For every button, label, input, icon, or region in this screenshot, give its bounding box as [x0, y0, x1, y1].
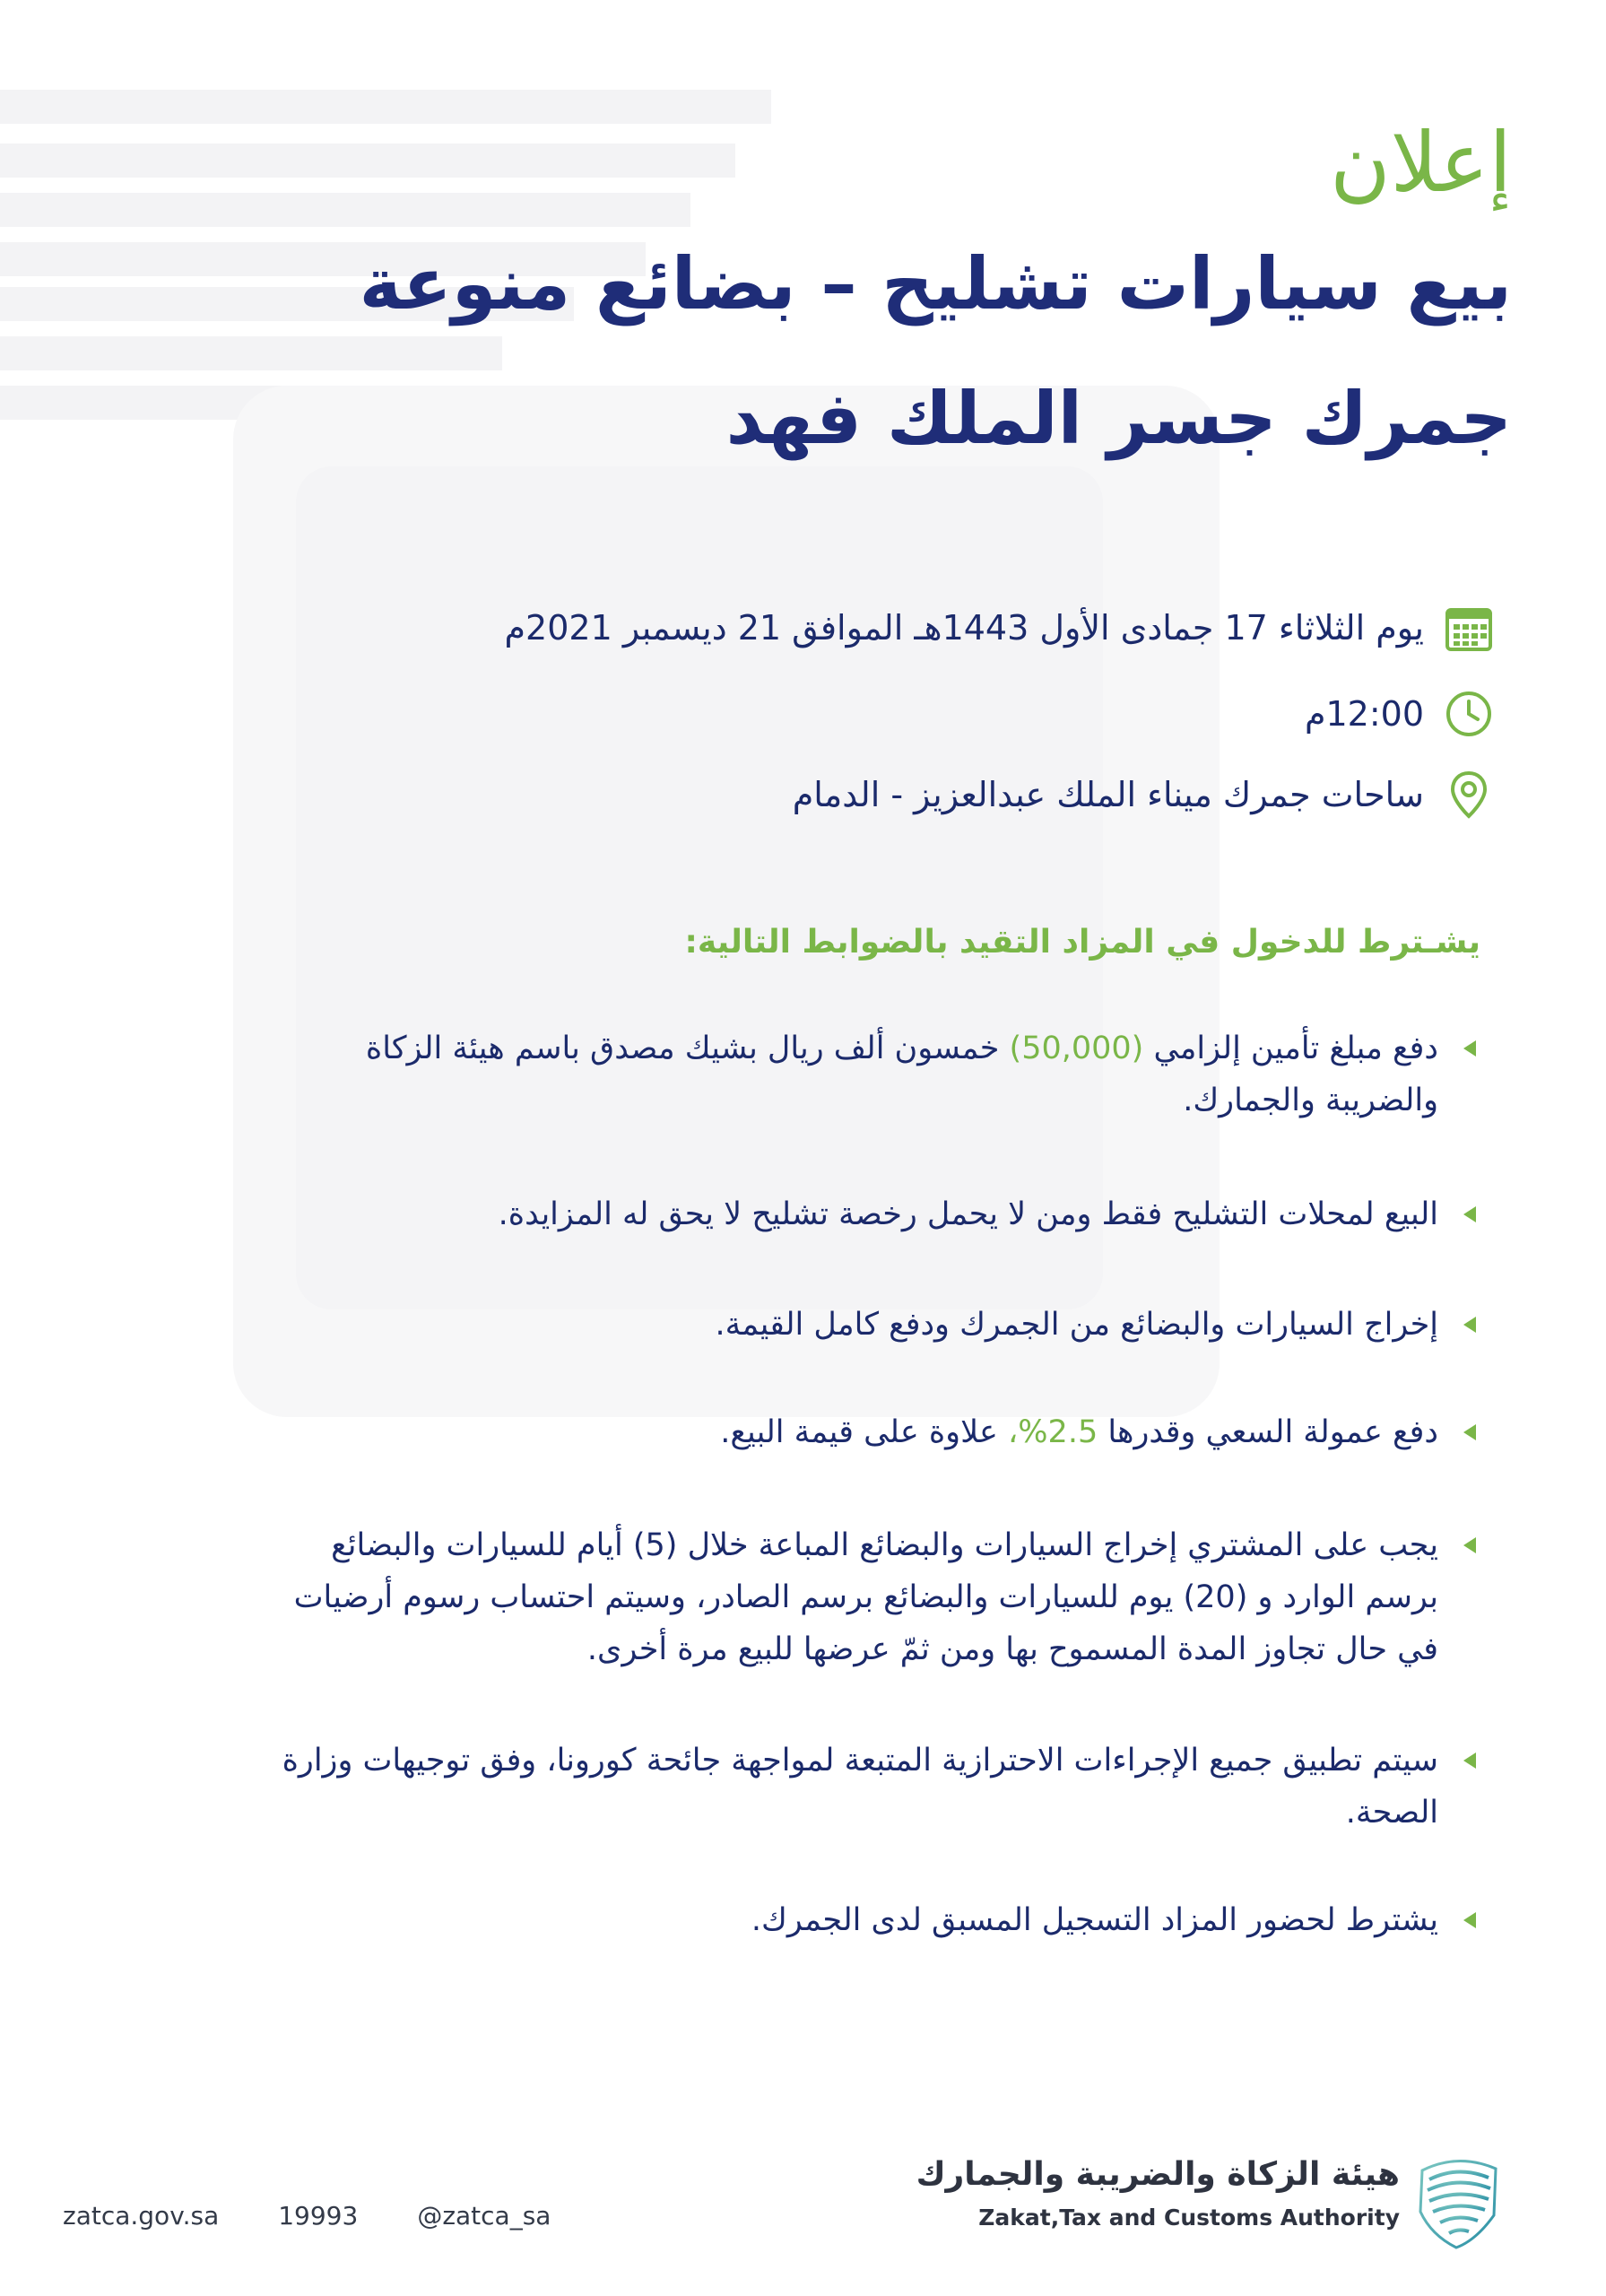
condition-text: يجب على المشتري إخراج السيارات والبضائع المباعة خلال (5) أيام للسيارات والبضائع برسم الوارد و (20) يوم للسيارات والبضائع برسم الصادر، وسيتم احتساب رسوم أرضيات في حال تجاوز المدة المسموح بها ومن ثمّ عرضها للبيع مرة أخرى. — [293, 1527, 1438, 1667]
condition-text-part: دفع مبلغ تأمين إلزامي — [1143, 1031, 1438, 1066]
condition-text: يشترط لحضور المزاد التسجيل المسبق لدى الجمرك. — [751, 1902, 1438, 1938]
conditions-title: يشـترط للدخول في المزاد التقيد بالضوابط التالية: — [684, 924, 1480, 961]
clock-icon — [1444, 689, 1494, 739]
zatca-logo-icon — [1413, 2152, 1503, 2251]
deposit-amount: (50,000) — [1009, 1031, 1144, 1066]
background-watermark-inner — [296, 466, 1103, 1309]
condition-item — [131, 1299, 1476, 1351]
condition-text-part: علاوة على قيمة البيع. — [720, 1414, 1008, 1450]
bullet-arrow-icon — [1463, 1040, 1476, 1057]
condition-text: البيع لمحلات التشليح فقط ومن لا يحمل رخصة تشليح لا يحق له المزايدة. — [498, 1196, 1438, 1232]
bullet-arrow-icon — [1463, 1206, 1476, 1222]
event-date: يوم الثلاثاء 17 جمادى الأول 1443هـ الموافق 21 ديسمبر 2021م — [504, 608, 1424, 648]
org-name-arabic: هيئة الزكاة والضريبة والجمارك — [916, 2156, 1400, 2193]
bullet-arrow-icon — [1463, 1752, 1476, 1769]
condition-item — [131, 1022, 1476, 1126]
condition-item — [131, 1188, 1476, 1240]
condition-text-part: دفع عمولة السعي وقدرها — [1098, 1414, 1438, 1450]
condition-text: إخراج السيارات والبضائع من الجمرك ودفع كامل القيمة. — [715, 1307, 1438, 1343]
condition-text — [264, 1022, 1438, 1126]
condition-text-part: خمسون ألف ريال بشيك مصدق باسم هيئة الزكاة والضريبة والجمارك. — [365, 1031, 1438, 1118]
event-location: ساحات جمرك ميناء الملك عبدالعزيز - الدمام — [792, 775, 1424, 814]
footer-contacts — [63, 2201, 551, 2231]
bullet-arrow-icon — [1463, 1912, 1476, 1928]
announce-label: إعلان — [1330, 115, 1512, 211]
bullet-arrow-icon — [1463, 1537, 1476, 1553]
calendar-icon — [1444, 603, 1494, 653]
social-handle[interactable]: @zatca_sa — [417, 2201, 551, 2231]
condition-item — [131, 1894, 1476, 1946]
bullet-arrow-icon — [1463, 1317, 1476, 1333]
condition-text — [720, 1406, 1438, 1458]
date-row — [505, 603, 1494, 653]
bullet-arrow-icon — [1463, 1424, 1476, 1440]
location-pin-icon — [1444, 770, 1494, 820]
condition-item — [131, 1519, 1476, 1675]
page-title: بيع سيارات تشليح – بضائع منوعة — [359, 242, 1512, 326]
page-subtitle: جمرك جسر الملك فهد — [725, 377, 1512, 460]
time-row — [1305, 689, 1494, 739]
location-row — [793, 770, 1494, 820]
commission-percent: 2.5%، — [1007, 1414, 1098, 1450]
event-time: 12:00م — [1304, 694, 1424, 734]
condition-item — [131, 1406, 1476, 1458]
condition-item — [131, 1735, 1476, 1839]
phone-number: 19993 — [278, 2201, 359, 2231]
condition-text: سيتم تطبيق جميع الإجراءات الاحترازية المتبعة لمواجهة جائحة كورونا، وفق توجيهات وزارة الصحة. — [282, 1743, 1438, 1831]
org-name-english: Zakat,Tax and Customs Authority — [978, 2205, 1400, 2231]
website-link[interactable]: zatca.gov.sa — [63, 2201, 220, 2231]
